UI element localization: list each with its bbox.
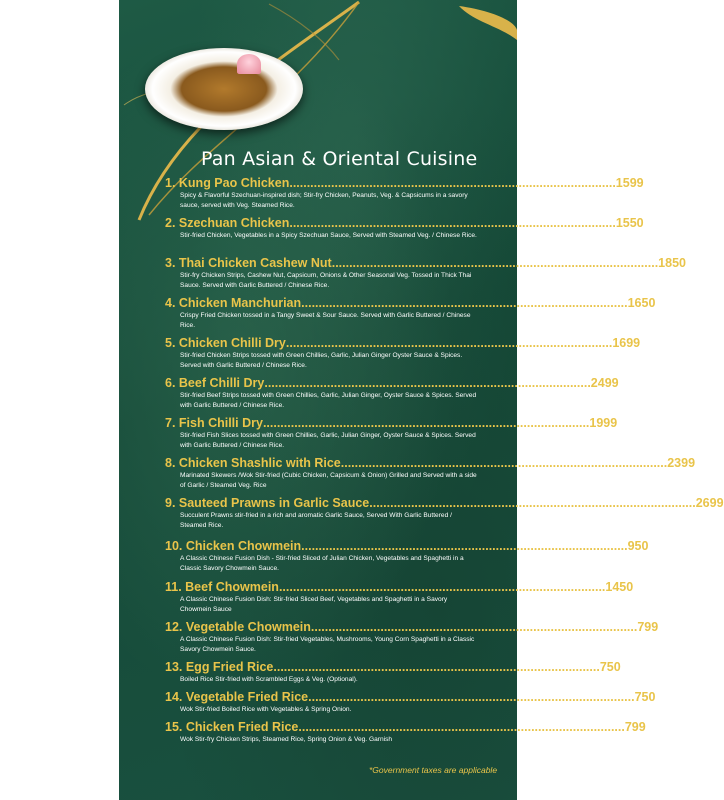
leader-dots: ..............................................................................................: [301, 296, 628, 310]
item-price: 1450: [605, 580, 634, 594]
menu-item: [165, 416, 618, 456]
item-description: Marinated Skewers /Wok Stir-fried (Cubic Chicken, Capsicum & Onion) Grilled and Served with a side of Garlic / Steamed Veg. Rice: [180, 472, 477, 489]
menu-item: [165, 176, 644, 216]
item-description: Stir-fried Fish Slices tossed with Green Chillies, Garlic, Julian Ginger, Oyster Sauce & Spices. Served with Garlic Buttered / Chinese Rice.: [180, 432, 476, 449]
menu-item: [165, 539, 649, 580]
item-name: 3. Thai Chicken Cashew Nut: [165, 256, 332, 270]
item-name: 13. Egg Fried Rice: [165, 660, 274, 674]
item-name: 4. Chicken Manchurian: [165, 296, 302, 310]
item-name: 9. Sauteed Prawns in Garlic Sauce: [165, 496, 370, 510]
item-description: A Classic Chinese Fusion Dish - Stir-fried Sliced of Julian Chicken, Vegetables and Spaghetti in a Classic Savory Chowmein Sauce.: [180, 555, 464, 572]
item-price: 750: [599, 660, 621, 674]
item-description: Crispy Fried Chicken tossed in a Tangy Sweet & Sour Sauce. Served with Garlic Buttered / Chinese Rice.: [180, 312, 471, 329]
item-price: 950: [627, 539, 649, 553]
menu-item: [165, 256, 686, 296]
item-description: Stir-fry Chicken Strips, Cashew Nut, Capsicum, Onions & Other Seasonal Veg. Tossed in Thick Thai Sauce. Served with Garlic Buttered / Chinese Rice.: [180, 272, 472, 289]
leader-dots: ..............................................................................................: [278, 580, 606, 594]
item-price: 1850: [658, 256, 686, 270]
menu-item: [165, 376, 619, 416]
menu-item: [165, 580, 634, 620]
tax-note: *Government taxes are applicable: [369, 765, 498, 775]
item-name: 6. Beef Chilli Dry: [165, 376, 265, 390]
menu-item: [165, 690, 656, 720]
item-name: 15. Chicken Fried Rice: [165, 720, 299, 734]
item-price: 799: [624, 720, 646, 734]
leader-dots: ..............................................................................................: [262, 416, 590, 430]
menu-item: [165, 660, 621, 690]
item-description: A Classic Chinese Fusion Dish: Stir-fried Vegetables, Mushrooms, Young Corn Spaghetti in a Classic Savory Chowmein Sauce.: [180, 636, 475, 653]
item-name: 7. Fish Chilli Dry: [165, 416, 263, 430]
item-description: Stir-fried Beef Strips tossed with Green Chillies, Garlic, Julian Ginger, Oyster Sauce & Spices. Served with Garlic Buttered / Chinese Rice.: [180, 392, 477, 409]
leader-dots: ..............................................................................................: [308, 690, 635, 704]
item-price: 2399: [667, 456, 696, 470]
item-name: 8. Chicken Shashlic with Rice: [165, 456, 341, 470]
menu-title: Pan Asian & Oriental Cuisine: [201, 148, 478, 170]
leader-dots: ..............................................................................................: [369, 496, 696, 510]
item-price: 1650: [627, 296, 656, 310]
leader-dots: ..............................................................................................: [285, 336, 613, 350]
item-name: 12. Vegetable Chowmein: [165, 620, 311, 634]
item-name: 2. Szechuan Chicken: [165, 216, 290, 230]
item-description: Spicy & Flavorful Szechuan-inspired dish; Stir-fry Chicken, Peanuts, Veg. & Capsicums in a savory sauce, served with Veg. Steamed Rice.: [180, 192, 468, 209]
item-name: 5. Chicken Chilli Dry: [165, 336, 286, 350]
leader-dots: ..............................................................................................: [289, 216, 616, 230]
menu-item: [165, 620, 659, 660]
item-price: 2699: [695, 496, 724, 510]
menu-item: [165, 216, 644, 256]
item-name: 1. Kung Pao Chicken: [165, 176, 290, 190]
flower-garnish: [237, 54, 261, 74]
leader-dots: ..............................................................................................: [340, 456, 668, 470]
item-price: 799: [637, 620, 659, 634]
item-price: 1550: [615, 216, 644, 230]
item-name: 14. Vegetable Fried Rice: [165, 690, 309, 704]
leader-dots: ..............................................................................................: [264, 376, 591, 390]
menu-item: [165, 456, 696, 496]
item-description: Stir-fried Chicken Strips tossed with Green Chillies, Garlic, Julian Ginger Oyster Sauce & Spices. Served with Garlic Buttered / Chinese Rice.: [180, 352, 463, 369]
leader-dots: ..............................................................................................: [301, 539, 628, 553]
item-price: 750: [634, 690, 656, 704]
menu-card: [119, 0, 724, 800]
item-description: Wok Stir-fry Chicken Strips, Steamed Rice, Spring Onion & Veg. Garnish: [180, 736, 393, 743]
item-description: Boiled Rice Stir-fried with Scrambled Eggs & Veg. (Optional).: [180, 676, 358, 683]
item-description: Wok Stir-fried Boiled Rice with Vegetables & Spring Onion.: [180, 706, 352, 713]
item-price: 1699: [612, 336, 641, 350]
menu-items-list: [165, 176, 724, 750]
leader-dots: ..............................................................................................: [273, 660, 600, 674]
leader-dots: ..............................................................................................: [298, 720, 625, 734]
item-description: Stir-fried Chicken, Vegetables in a Spicy Szechuan Sauce, Served with Steamed Veg. / Chinese Rice.: [180, 232, 477, 239]
menu-item: [165, 336, 641, 376]
item-name: 11. Beef Chowmein: [165, 580, 279, 594]
item-price: 1599: [615, 176, 644, 190]
item-description: Succulent Prawns stir-fried in a rich and aromatic Garlic Sauce, Served With Garlic Buttered / Steamed Rice.: [180, 512, 452, 529]
item-price: 1999: [589, 416, 618, 430]
item-price: 2499: [590, 376, 619, 390]
dish-image: [145, 48, 303, 130]
menu-item: [165, 296, 656, 336]
menu-item: [165, 720, 646, 750]
item-name: 10. Chicken Chowmein: [165, 539, 302, 553]
leader-dots: ..............................................................................................: [331, 256, 659, 270]
leader-dots: ..............................................................................................: [310, 620, 638, 634]
menu-item: [165, 496, 724, 537]
leader-dots: ..............................................................................................: [289, 176, 616, 190]
item-description: A Classic Chinese Fusion Dish: Stir-fried Sliced Beef, Vegetables and Spaghetti in a Savory Chowmein Sauce: [180, 596, 448, 613]
